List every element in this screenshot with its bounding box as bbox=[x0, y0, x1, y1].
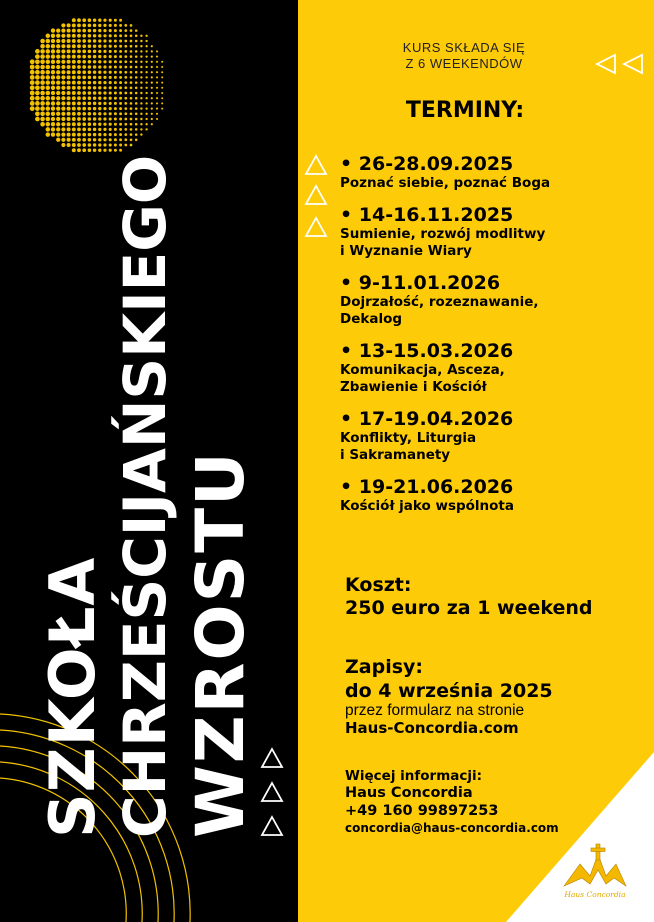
course-intro bbox=[374, 40, 554, 72]
triangle-outline-icon bbox=[304, 152, 330, 244]
entry-date: • 13-15.03.2026 bbox=[340, 340, 514, 362]
title-line-2: CHRZEŚCIJAŃSKIEGO bbox=[111, 154, 179, 838]
registration-heading: Zapisy: bbox=[345, 656, 424, 678]
schedule-entry bbox=[340, 476, 640, 515]
title-line-3: WZROSTU bbox=[182, 450, 259, 838]
schedule-entry bbox=[340, 340, 640, 396]
triangle-left-icon bbox=[594, 52, 648, 76]
intro-line-2: Z 6 WEEKENDÓW bbox=[405, 56, 523, 71]
intro-line-1: KURS SKŁADA SIĘ bbox=[402, 40, 526, 55]
contact-heading: Więcej informacji: bbox=[345, 768, 483, 784]
entry-date: • 26-28.09.2025 bbox=[340, 153, 514, 175]
entry-date: • 19-21.06.2026 bbox=[340, 476, 514, 498]
title-line-1: SZKOŁA bbox=[36, 556, 109, 838]
schedule-entry bbox=[340, 204, 640, 260]
entry-topic: Komunikacja, Asceza, Zbawienie i Kościół bbox=[340, 362, 505, 395]
registration-deadline: do 4 września 2025 bbox=[345, 680, 553, 702]
contact-phone: +49 160 99897253 bbox=[345, 803, 499, 819]
cost-heading: Koszt: bbox=[345, 574, 412, 596]
registration-site: Haus-Concordia.com bbox=[345, 719, 519, 737]
entry-topic: Sumienie, rozwój modlitwy i Wyznanie Wiary bbox=[340, 226, 546, 259]
entry-topic: Dojrzałość, rozeznawanie, Dekalog bbox=[340, 294, 539, 327]
contact-email: concordia@haus-concordia.com bbox=[345, 821, 559, 835]
halftone-dot-circle bbox=[24, 12, 170, 158]
entry-date: • 9-11.01.2026 bbox=[340, 272, 501, 294]
schedule-list bbox=[340, 153, 640, 527]
entry-date: • 17-19.04.2026 bbox=[340, 408, 514, 430]
entry-topic: Konflikty, Liturgia i Sakramanety bbox=[340, 430, 477, 463]
svg-text:Haus Concordia: Haus Concordia bbox=[564, 890, 626, 899]
schedule-entry bbox=[340, 153, 640, 192]
schedule-entry bbox=[340, 408, 640, 464]
contact-name: Haus Concordia bbox=[345, 785, 473, 801]
entry-topic: Poznać siebie, poznać Boga bbox=[340, 175, 551, 191]
entry-topic: Kościół jako wspólnota bbox=[340, 498, 514, 514]
registration-note: przez formularz na stronie bbox=[345, 702, 525, 719]
entry-date: • 14-16.11.2025 bbox=[340, 204, 514, 226]
cost-value: 250 euro za 1 weekend bbox=[345, 597, 593, 619]
haus-concordia-logo bbox=[560, 842, 630, 900]
schedule-heading: TERMINY: bbox=[405, 98, 525, 123]
triangle-outline-icon bbox=[258, 745, 286, 841]
schedule-entry bbox=[340, 272, 640, 328]
